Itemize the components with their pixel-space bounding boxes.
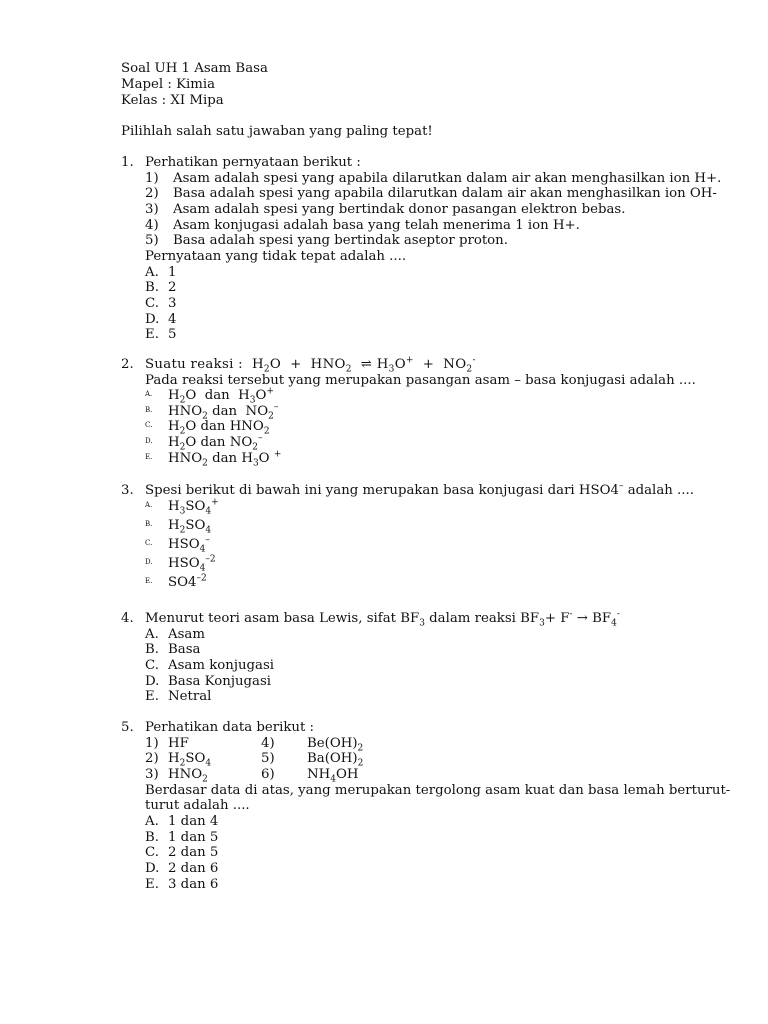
q5-data-item: HF — [168, 736, 189, 751]
q3-option: $SO4^{-2}$ — [168, 573, 207, 590]
q2-option: $HNO_2$ dan $H_3O$ + — [168, 449, 282, 469]
q5-option: 2 dan 5 — [168, 845, 219, 860]
q1-text: Perhatikan pernyataan berikut : — [145, 155, 361, 170]
q1-stmt-num: 3) — [145, 202, 159, 217]
q5-prompt: turut adalah .... — [145, 798, 250, 813]
q3-option-letter: C. — [145, 539, 153, 547]
q1-option-letter: A. — [145, 265, 159, 280]
q5-data-row: 3) — [145, 767, 159, 782]
q5-data-row: 6) — [261, 767, 275, 782]
q1-option-letter: B. — [145, 280, 159, 295]
q1-stmt-num: 5) — [145, 233, 159, 248]
q4-option-letter: D. — [145, 674, 160, 689]
q2-option: $H_2O$ dan $HNO_2$ — [168, 419, 270, 437]
q5-prompt: Berdasar data di atas, yang merupakan tergolong asam kuat dan basa lemah berturut- — [145, 783, 731, 798]
q2-prompt: Pada reaksi tersebut yang merupakan pasangan asam – basa konjugasi adalah .... — [145, 373, 696, 388]
q5-option: 2 dan 6 — [168, 861, 219, 876]
q1-option: 5 — [168, 327, 177, 342]
q5-data-item: $H_2SO_4$ — [168, 751, 212, 769]
subject-line: Mapel : Kimia — [121, 77, 216, 92]
instruction: Pilihlah salah satu jawaban yang paling tepat! — [121, 124, 433, 139]
q1-option: 3 — [168, 296, 177, 311]
q5-data-item: $Be(OH)_2$ — [307, 736, 364, 754]
q5-option: 1 dan 4 — [168, 814, 219, 829]
q2-option-letter: E. — [145, 453, 153, 461]
q5-data-row: 4) — [261, 736, 275, 751]
q2-option-letter: B. — [145, 406, 153, 414]
q3-option: $HSO_4^{-2}$ — [168, 554, 216, 574]
q1-number: 1. — [121, 155, 134, 170]
q1-stmt: Asam adalah spesi yang apabila dilarutkan dalam air akan menghasilkan ion H+. — [173, 171, 722, 186]
q1-stmt-num: 1) — [145, 171, 159, 186]
q4-option-letter: A. — [145, 627, 159, 642]
q4-option-letter: E. — [145, 689, 159, 704]
q4-option-letter: C. — [145, 658, 159, 673]
q2-option: $H_2O$ dan $NO_2^-$ — [168, 433, 263, 453]
class-line: Kelas : XI Mipa — [121, 93, 224, 108]
q2-number: 2. — [121, 357, 134, 372]
q1-option-letter: D. — [145, 312, 160, 327]
q1-stmt-num: 2) — [145, 186, 159, 201]
q1-option: 4 — [168, 312, 177, 327]
q3-option: $H_2SO_4$ — [168, 518, 212, 536]
q1-option: 1 — [168, 265, 177, 280]
q2-option: $HNO_2$ dan $NO_2^-$ — [168, 402, 279, 422]
q4-option: Basa Konjugasi — [168, 674, 272, 689]
q2-option-letter: C. — [145, 421, 153, 429]
q5-data-item: $Ba(OH)_2$ — [307, 751, 364, 769]
q4-option: Netral — [168, 689, 212, 704]
q5-option-letter: C. — [145, 845, 159, 860]
q5-data-row: 2) — [145, 751, 159, 766]
doc-title: Soal UH 1 Asam Basa — [121, 61, 268, 76]
q1-option-letter: C. — [145, 296, 159, 311]
q5-option-letter: B. — [145, 830, 159, 845]
q5-option: 1 dan 5 — [168, 830, 219, 845]
q1-option: 2 — [168, 280, 177, 295]
q2-option-letter: D. — [145, 437, 153, 445]
q2-option: $H_2O$ dan $H_3O^+$ — [168, 386, 274, 406]
q3-option-letter: B. — [145, 520, 153, 528]
q4-option: Asam — [168, 627, 205, 642]
q5-option-letter: D. — [145, 861, 160, 876]
q3-option-letter: E. — [145, 577, 153, 585]
q1-stmt-num: 4) — [145, 218, 159, 233]
q1-prompt: Pernyataan yang tidak tepat adalah .... — [145, 249, 407, 264]
q1-stmt: Basa adalah spesi yang apabila dilarutkan dalam air akan menghasilkan ion OH- — [173, 186, 717, 201]
q4-option-letter: B. — [145, 642, 159, 657]
q3-number: 3. — [121, 483, 134, 498]
q1-stmt: Basa adalah spesi yang bertindak aseptor proton. — [173, 233, 508, 248]
q5-option: 3 dan 6 — [168, 877, 219, 892]
q3-option-letter: D. — [145, 558, 153, 566]
q5-data-item: $NH_4OH$ — [307, 767, 359, 785]
q1-stmt: Asam konjugasi adalah basa yang telah menerima 1 ion H+. — [173, 218, 580, 233]
q5-data-row: 5) — [261, 751, 275, 766]
q2-option-letter: A. — [145, 390, 153, 398]
q3-option: $HSO_4^-$ — [168, 535, 210, 555]
q3-prompt: Spesi berikut di bawah ini yang merupakan basa konjugasi dari HSO4– adalah .... — [145, 481, 694, 498]
q3-option-letter: A. — [145, 501, 153, 509]
q4-prompt: Menurut teori asam basa Lewis, sifat $BF_3$ dalam reaksi $BF_3+ F^- \to BF_4^-$ — [145, 609, 620, 629]
q4-option: Basa — [168, 642, 201, 657]
q1-stmt: Asam adalah spesi yang bertindak donor pasangan elektron bebas. — [173, 202, 626, 217]
q5-number: 5. — [121, 720, 134, 735]
q1-option-letter: E. — [145, 327, 159, 342]
q5-option-letter: A. — [145, 814, 159, 829]
q3-option: $H_3SO_4^+$ — [168, 497, 219, 517]
q2-reaction: Suatu reaksi : $H_2O + HNO_2$ ⇌ $H_3O^+ + NO_2^-$ — [145, 355, 476, 375]
q4-option: Asam konjugasi — [168, 658, 275, 673]
q5-data-row: 1) — [145, 736, 159, 751]
q4-number: 4. — [121, 611, 134, 626]
q5-text: Perhatikan data berikut : — [145, 720, 315, 735]
q5-data-item: $HNO_2$ — [168, 767, 208, 785]
q5-option-letter: E. — [145, 877, 159, 892]
